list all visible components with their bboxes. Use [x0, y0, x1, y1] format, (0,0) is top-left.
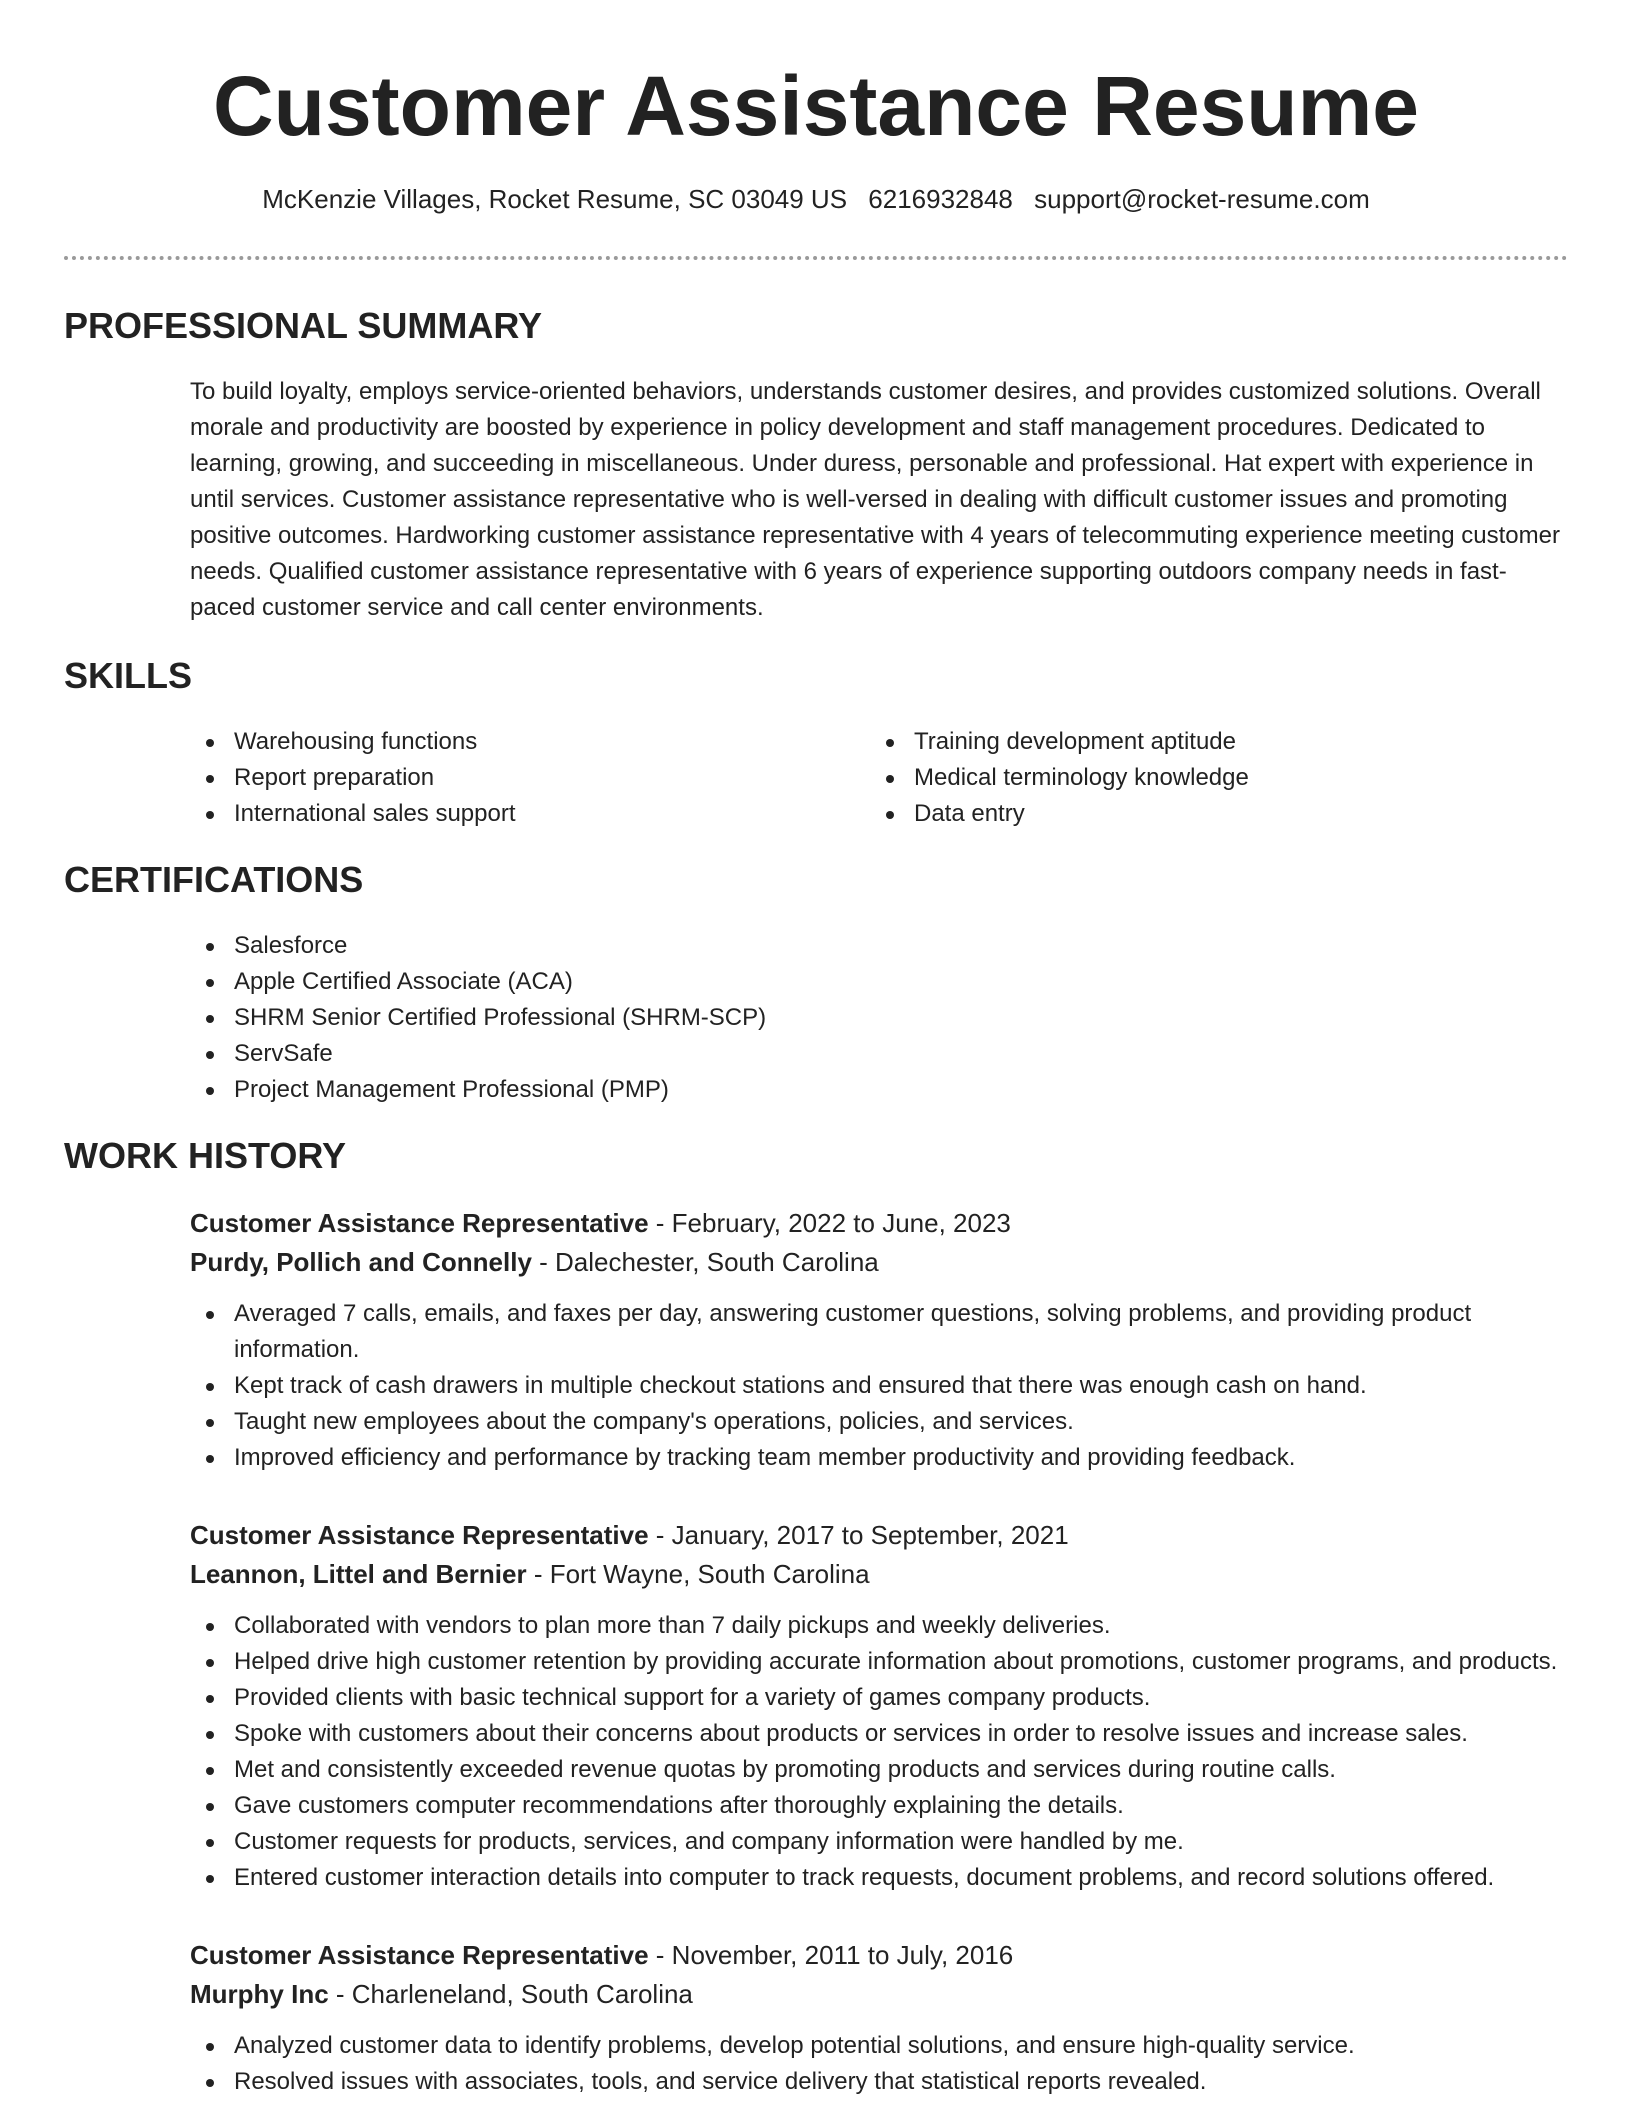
- certification-item: SHRM Senior Certified Professional (SHRM-SCP): [190, 1000, 1568, 1036]
- job-company-line: [190, 1243, 1568, 1282]
- job-dates: - February, 2022 to June, 2023: [648, 1208, 1011, 1238]
- certification-item: Apple Certified Associate (ACA): [190, 964, 1568, 1000]
- job-duty: Taught new employees about the company's operations, policies, and services.: [190, 1404, 1568, 1440]
- skills-list: [190, 724, 1568, 832]
- skill-item: Report preparation: [190, 760, 870, 796]
- job-location: - Fort Wayne, South Carolina: [526, 1559, 870, 1589]
- job-location: - Dalechester, South Carolina: [531, 1247, 879, 1277]
- job-duty: Resolved issues with associates, tools, and service delivery that statistical reports revealed.: [190, 2064, 1568, 2100]
- job-duty: Provided clients with basic technical support for a variety of games company products.: [190, 1680, 1568, 1716]
- work-history-heading: WORK HISTORY: [64, 1135, 347, 1176]
- job-entry: [190, 1204, 1568, 1476]
- job-dates: - January, 2017 to September, 2021: [648, 1520, 1069, 1550]
- summary-heading: PROFESSIONAL SUMMARY: [64, 305, 543, 346]
- job-duties: [190, 1608, 1568, 1896]
- skill-item: Training development aptitude: [870, 724, 1550, 760]
- certification-item: ServSafe: [190, 1036, 1568, 1072]
- job-title: Customer Assistance Representative: [190, 1520, 649, 1550]
- job-title-line: [190, 1204, 1568, 1243]
- job-duty: Entered customer interaction details into computer to track requests, document problems, and record solutions offered.: [190, 1860, 1568, 1896]
- job-duty: Customer requests for products, services, and company information were handled by me.: [190, 1824, 1568, 1860]
- skill-item: Data entry: [870, 796, 1550, 832]
- certifications-list: [190, 928, 1568, 1108]
- job-company: Murphy Inc: [190, 1979, 329, 2009]
- job-location: - Charleneland, South Carolina: [328, 1979, 693, 2009]
- skill-item: Warehousing functions: [190, 724, 870, 760]
- job-title-line: [190, 1516, 1568, 1555]
- skills-heading: SKILLS: [64, 655, 193, 696]
- job-duty: Met and consistently exceeded revenue quotas by promoting products and services during routine calls.: [190, 1752, 1568, 1788]
- job-duties: [190, 1296, 1568, 1476]
- skills-column-right: [870, 724, 1550, 832]
- job-title: Customer Assistance Representative: [190, 1208, 649, 1238]
- job-duty: Gave customers computer recommendations after thoroughly explaining the details.: [190, 1788, 1568, 1824]
- skill-item: International sales support: [190, 796, 870, 832]
- job-company-line: [190, 1975, 1568, 2014]
- job-duty: Helped drive high customer retention by providing accurate information about promotions, customer programs, and products.: [190, 1644, 1568, 1680]
- job-company: Leannon, Littel and Bernier: [190, 1559, 527, 1589]
- job-duty: Improved efficiency and performance by tracking team member productivity and providing feedback.: [190, 1440, 1568, 1476]
- certification-item: Salesforce: [190, 928, 1568, 964]
- resume-page: [64, 0, 1568, 2100]
- certifications-heading: CERTIFICATIONS: [64, 859, 364, 900]
- contact-address: McKenzie Villages, Rocket Resume, SC 03049 US: [262, 184, 848, 214]
- job-dates: - November, 2011 to July, 2016: [648, 1940, 1014, 1970]
- contact-phone: 6216932848: [868, 184, 1013, 214]
- job-entry: [190, 1516, 1568, 1896]
- job-company-line: [190, 1555, 1568, 1594]
- job-title-line: [190, 1936, 1568, 1975]
- resume-title: Customer Assistance Resume: [212, 59, 1420, 153]
- contact-line: [64, 182, 1568, 216]
- job-duty: Analyzed customer data to identify problems, develop potential solutions, and ensure high-quality service.: [190, 2028, 1568, 2064]
- header-divider: [64, 256, 1568, 260]
- job-duty: Kept track of cash drawers in multiple checkout stations and ensured that there was enough cash on hand.: [190, 1368, 1568, 1404]
- job-duty: Averaged 7 calls, emails, and faxes per day, answering customer questions, solving problems, and providing product information.: [190, 1296, 1568, 1368]
- job-entry: [190, 1936, 1568, 2100]
- work-history-list: [190, 1204, 1568, 2100]
- skills-column-left: [190, 724, 870, 832]
- job-company: Purdy, Pollich and Connelly: [190, 1247, 532, 1277]
- certification-item: Project Management Professional (PMP): [190, 1072, 1568, 1108]
- job-duties: [190, 2028, 1568, 2100]
- job-duty: Collaborated with vendors to plan more than 7 daily pickups and weekly deliveries.: [190, 1608, 1568, 1644]
- summary-text: To build loyalty, employs service-oriented behaviors, understands customer desires, and provides customized solutions. Overall morale and productivity are boosted by experience in policy development and staff management procedures. Dedicated to learning, growing, and succeeding in miscellaneous. Under duress, personable and professional. Hat expert with experience in until services. Customer assistance representative who is well-versed in dealing with difficult customer issues and promoting positive outcomes. Hardworking customer assistance representative with 4 years of telecommuting experience meeting customer needs. Qualified customer assistance representative with 6 years of experience supporting outdoors company needs in fast-paced customer service and call center environments.: [190, 378, 1560, 621]
- job-duty: Spoke with customers about their concerns about products or services in order to resolve issues and increase sales.: [190, 1716, 1568, 1752]
- job-title: Customer Assistance Representative: [190, 1940, 649, 1970]
- skill-item: Medical terminology knowledge: [870, 760, 1550, 796]
- contact-email: support@rocket-resume.com: [1034, 184, 1370, 214]
